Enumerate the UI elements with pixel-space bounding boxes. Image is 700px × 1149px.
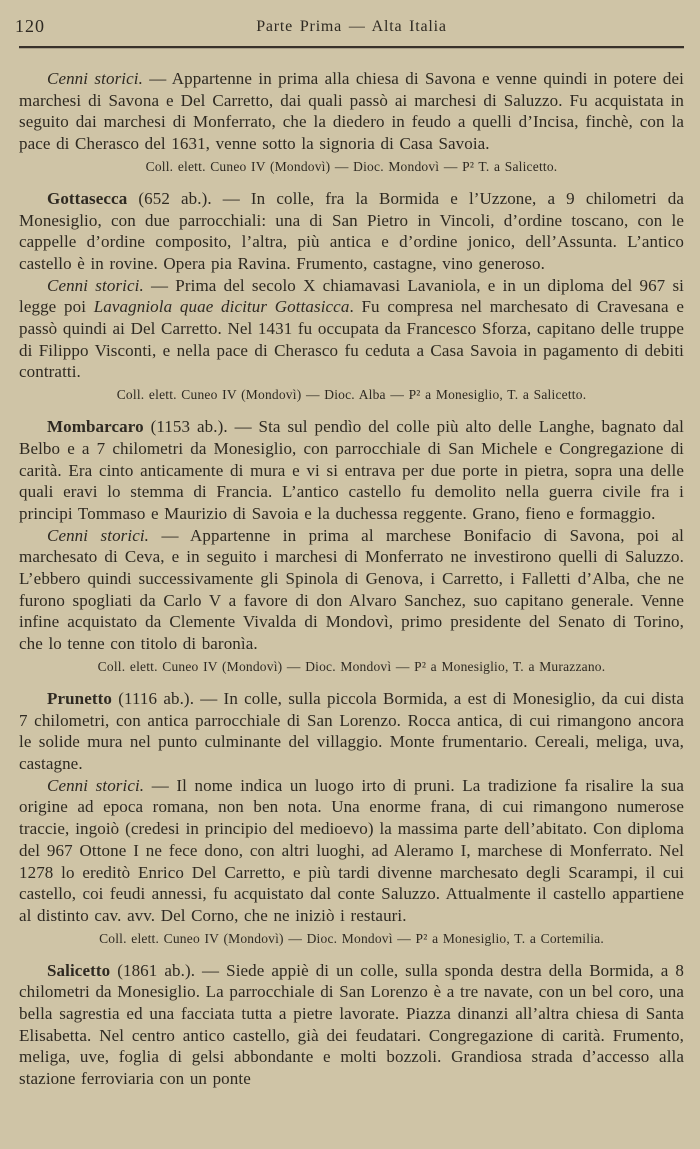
cenni-storici-label: Cenni storici. [47, 525, 150, 545]
paragraph-text: — Il nome indica un luogo irto di pruni. La tradizione fa risalire la sua origine ad epoca romana, non ben nota. Una enorme frana, di cui rimangono numerose traccie, ingoiò (credesi in principio del medioevo) la massima parte dell’abitato. Con diploma del 967 Ottone I ne fece dono, con altri luoghi, ad Aleramo I, marchese di Monferrato. Nel 1278 lo ereditò Enrico Del Carretto, e più tardi divenne marchesato degli Scarampi, il cui castello, coi feudi annessi, fu acquistato dal conte Saluzzo. Attualmente il castello appartiene al distinto cav. avv. Del Corno, che ne iniziò i restauri. [19, 775, 685, 925]
entry-name: Prunetto [47, 688, 113, 708]
header-rule [19, 46, 684, 48]
paragraph-text: — Prima del secolo X chiamavasi Lavaniola, e in un diploma del 967 si legge poi [19, 275, 685, 317]
coll-elett-line-2: Coll. elett. Cuneo IV (Mondovì) — Dioc. Alba — P² a Monesiglio, T. a Salicetto. [116, 387, 587, 403]
paragraph-text: (652 ab.). — In colle, fra la Bormida e l’Uzzone, a 9 chilometri da Monesiglio, con due parrocchiali: una di San Pietro in Vincoli, d’ordine toscano, con le cappelle d’ordine composito, l’altra, più antica e d’ordine jonico, dell’Assunta. L’antico castello è in rovine. Opera pia Ravina. Frumento, castagne, vino generoso. [19, 188, 684, 273]
entry-name: Gottasecca [47, 188, 128, 208]
paragraph-text: (1861 ab.). — Siede appiè di un colle, sulla sponda destra della Bormida, a 8 chilometri da Monesiglio. La parrocchiale di San Lorenzo è a tre navate, con un bel coro, una bella sagrestia ed una facciata tutta a pietre lavorate. Piazza dinanzi all’altra chiesa di Santa Elisabetta. Nel centro antico castello, già dei feudatari. Congregazione di carità. Frumento, meliga, uve, foglia di gelsi abbondante e molti bozzoli. Grandiosa strada d’accesso alla stazione ferroviaria con un ponte [19, 960, 684, 1089]
running-title: Parte Prima — Alta Italia [256, 18, 447, 35]
entry-salicetto [19, 960, 684, 1090]
paragraph-text: . Fu compresa nel marchesato di Cravesana e passò quindi ai Del Carretto. Nel 1431 fu occupata da Francesco Sforza, capitano delle truppe di Filippo Visconti, e nella pace di Cherasco fu ceduta a Casa Savoia in pagamento di debiti contratti. [19, 297, 685, 382]
cenni-storici-label: Cenni storici. [47, 69, 143, 88]
entry-name: Salicetto [47, 960, 111, 980]
paragraph-cenni-storici-4 [19, 775, 684, 927]
page-header [15, 14, 684, 38]
cenni-storici-label: Cenni storici. [47, 275, 144, 295]
coll-elett-line-3: Coll. elett. Cuneo IV (Mondovì) — Dioc. Mondovì — P² a Monesiglio, T. a Murazzano. [97, 658, 606, 674]
coll-elett-line-1: Coll. elett. Cuneo IV (Mondovì) — Dioc. Mondovì — P² T. a Salicetto. [145, 158, 558, 174]
entry-name: Mombarcaro [47, 417, 144, 437]
entry-prunetto [19, 688, 684, 775]
entry-mombarcaro [19, 416, 684, 525]
page-number: 120 [15, 16, 45, 36]
coll-elett-line-4: Coll. elett. Cuneo IV (Mondovì) — Dioc. Mondovì — P² a Monesiglio, T. a Cortemilia. [99, 930, 604, 946]
paragraph-cenni-storici-2 [19, 275, 684, 384]
latin-phrase: Lavagniola quae dicitur Gottasicca [93, 297, 350, 317]
paragraph-cenni-storici-3 [19, 525, 684, 655]
entry-gottasecca [19, 188, 684, 275]
paragraph-text: — Appartenne in prima al marchese Bonifacio di Savona, poi al marchesato di Ceva, e in seguito i marchesi di Monferrato ne investirono quelli di Saluzzo. L’ebbero quindi successivamente gli Spinola di Genova, i Carretto, i Falletti d’Alba, che ne furono spogliati da Carlo V a favore di don Alvaro Sanchez, suo capitano generale. Venne infine acquistato da Clemente Vivalda di Mondovì, primo presidente del Senato di Torino, che lo tenne con titolo di baronìa. [19, 525, 684, 654]
cenni-storici-label: Cenni storici. [47, 775, 145, 795]
paragraph-text: (1116 ab.). — In colle, sulla piccola Bormida, a est di Monesiglio, da cui dista 7 chilometri, con antica parrocchiale di San Lorenzo. Rocca antica, di cui rimangono ancora le solide mura nel punto culminante del villaggio. Monte frumentario. Cereali, meliga, uva, castagne. [19, 688, 684, 773]
page-body [19, 68, 684, 1090]
paragraph-cenni-storici-1 [19, 68, 684, 155]
paragraph-text: (1153 ab.). — Sta sul pendìo del colle più alto delle Langhe, bagnato dal Belbo e a 7 chilometri da Monesiglio, con parrocchiale di San Michele e Congregazione di carità. Era cinto anticamente di mura e vi si entrava per due porte in pietra, sopra una delle quali eravi lo stemma di Francia. L’antico castello fu demolito nella guerra civile fra i principi Tommaso e Maurizio di Savoia e la duchessa reggente. Grano, fieno e formaggio. [19, 417, 684, 523]
paragraph-text: — Appartenne in prima alla chiesa di Savona e venne quindi in potere dei marchesi di Savona e Del Carretto, dai quali passò ai marchesi di Saluzzo. Fu acquistata in seguito dai marchesi di Monferrato, che la diedero in feudo a quelli d’Incisa, finchè, con la pace di Cherasco del 1631, venne sotto la signoria di Casa Savoia. [19, 69, 684, 154]
